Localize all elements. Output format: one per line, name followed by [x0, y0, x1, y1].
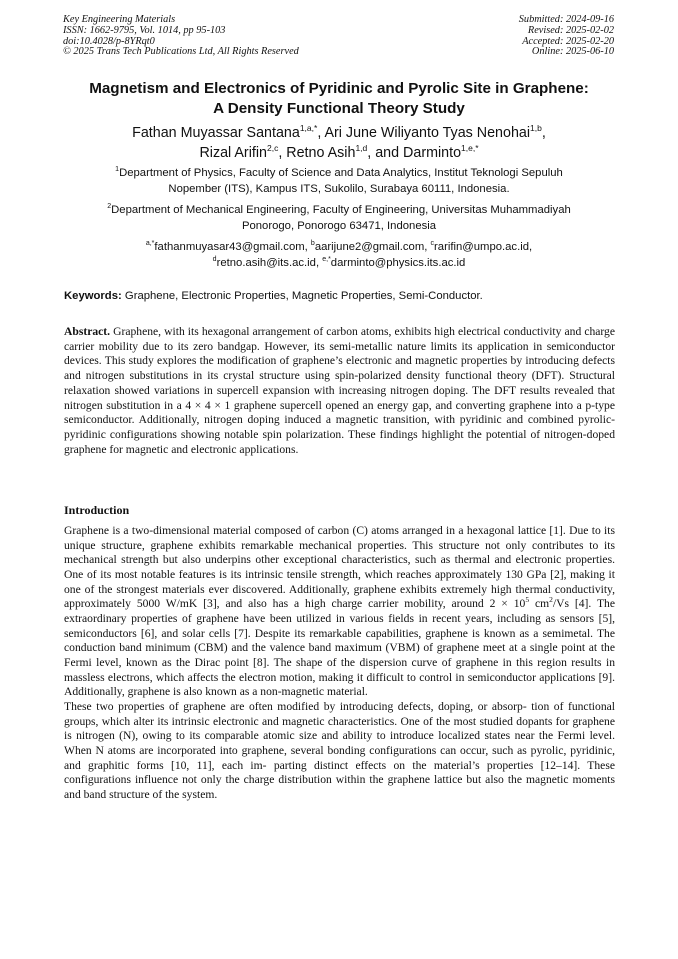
- author-list: [30, 124, 648, 163]
- affiliation-1: [40, 166, 638, 197]
- author-name: Ari June Wiliyanto Tyas Nenohai: [324, 125, 531, 141]
- online-date: Online: 2025-06-10: [531, 46, 614, 58]
- affiliation-number: 1: [115, 166, 120, 174]
- author-affiliation-mark: 2,c: [266, 142, 279, 153]
- keywords: [64, 289, 624, 304]
- issn-line: ISSN: 1662-9795, Vol. 1014, pp 95-103: [63, 24, 226, 36]
- keywords-text: Graphene, Electronic Properties, Magnetic Properties, Semi-Conductor.: [121, 290, 483, 302]
- author-line-1: [30, 124, 648, 144]
- keywords-label: Keywords:: [64, 290, 122, 302]
- accepted-date: Accepted: 2025-02-20: [522, 35, 614, 47]
- email-mark: e,*: [322, 255, 331, 263]
- author-separator: ,: [317, 125, 325, 141]
- author-name: Retno Asih: [286, 144, 356, 161]
- affiliation-text: Department of Physics, Faculty of Science and Data Analytics, Institut Teknologi Sepuluh: [119, 167, 563, 179]
- introduction-heading: Introduction: [64, 503, 130, 517]
- email-mark: c: [430, 240, 435, 248]
- author-name: Rizal Arifin: [199, 144, 267, 161]
- email-link[interactable]: aarijune2@gmail.com,: [314, 241, 431, 253]
- author-affiliation-mark: 1,e,*: [461, 142, 479, 153]
- affiliation-text: Department of Mechanical Engineering, Faculty of Engineering, Universitas Muhammadiyah: [111, 204, 571, 216]
- paper-title-line-2: A Density Functional Theory Study: [213, 100, 465, 117]
- introduction-body: [64, 524, 615, 802]
- author-name: Fathan Muyassar Santana: [132, 125, 300, 141]
- paper-title-line-1: Magnetism and Electronics of Pyridinic and Pyrolic Site in Graphene:: [89, 80, 589, 97]
- abstract: [64, 325, 615, 457]
- submitted-date: Submitted: 2024-09-16: [518, 14, 614, 25]
- author-name: Darminto: [403, 144, 462, 161]
- journal-name: Key Engineering Materials: [63, 14, 176, 25]
- journal-header-left: [63, 15, 299, 58]
- doi-link[interactable]: doi:10.4028/p-8YRqt0: [63, 35, 155, 47]
- email-link[interactable]: rarifin@umpo.ac.id,: [434, 241, 533, 253]
- author-separator: , and: [367, 144, 404, 161]
- affiliation-number: 2: [107, 203, 112, 211]
- email-mark: d: [212, 255, 217, 263]
- email-link[interactable]: fathanmuyasar43@gmail.com,: [154, 241, 311, 253]
- affiliation-text: Nopember (ITS), Kampus ITS, Sukolilo, Surabaya 60111, Indonesia.: [168, 182, 510, 195]
- revised-date: Revised: 2025-02-02: [527, 24, 614, 36]
- author-emails: [40, 240, 638, 271]
- paper-title: [40, 79, 638, 119]
- author-separator: ,: [278, 144, 287, 161]
- email-link[interactable]: darminto@physics.its.ac.id: [330, 256, 466, 269]
- affiliation-text: Ponorogo, Ponorogo 63471, Indonesia: [241, 219, 437, 232]
- copyright-line: © 2025 Trans Tech Publications Ltd, All Rights Reserved: [63, 46, 299, 58]
- paragraph: These two properties of graphene are often modified by introducing defects, doping, or absorp- tion of functional groups, which alter its intrinsic electronic and magnetic characteristics. One of the most studied dopants for graphene is nitrogen (N), owing to its comparable atomic size and ability to introduce localized states near the Fermi level. When N atoms are incorporated into graphene, several bonding configurations can occur, such as pyrolic, pyridinic, and graphitic forms [10, 11], each im- parting distinct effects on the material’s properties [12–14]. These configurations influence not only the charge distribution within the graphene lattice but also the magnetic moments and band structure of the system.: [64, 699, 615, 801]
- affiliation-2: [40, 203, 638, 234]
- abstract-text: Graphene, with its hexagonal arrangement of carbon atoms, exhibits high electrical conductivity and charge carrier mobility due to its zero bandgap. However, its semi-metallic nature limits its application in semiconductor devices. This study explores the modification of graphene’s electronic and magnetic properties by introducing defects and nitrogen substitutions in its crystal structure using spin-polarized density functional theory (DFT). Structural relaxation showed variations in supercell expansion with increasing nitrogen doping. The DFT results revealed that nitrogen substitution in a 4 × 4 × 1 graphene supercell opened an energy gap, and converting graphene into a p-type semiconductor. Additionally, nitrogen doping induced a magnetic transition, with pyridinic and combined pyrolic-pyridinic configurations showing notable spin polarization. These findings highlight the potential of nitrogen-doped graphene for magnetic and electronic applications.: [64, 325, 615, 456]
- author-affiliation-mark: 1,d: [355, 142, 368, 153]
- author-line-2: [30, 144, 648, 164]
- author-separator: ,: [541, 125, 546, 141]
- email-link[interactable]: retno.asih@its.ac.id,: [216, 256, 323, 269]
- paragraph: Graphene is a two-dimensional material composed of carbon (C) atoms arranged in a hexagonal lattice [1]. Due to its unique structure, graphene exhibits remarkable mechanical properties. This structure not only contributes to its mechanical strength but also underpins other exceptional characteristics, such as thermal and electronic properties. One of its most notable features is its intrinsic tensile strength, which reaches approximately 130 GPa [2], making it one of the strongest materials ever discovered. Additionally, graphene exhibits extremely high thermal conductivity, approximately 5000 W/mK [3], and also has a high charge carrier mobility, around $2 \times 10^5$ $cm^2/Vs$ [4]. The extraordinary properties of graphene have been utilized in various fields in recent years, including as sensors [5], semiconductors [6], and solar cells [7]. Despite its remarkable capabilities, graphene is known as a semimetal. The conduction band minimum (CBM) and the valence band maximum (VBM) of graphene meet at a single point at the Fermi level, known as the Dirac point [8]. The shape of the dispersion curve of graphene in this region results in massless electrons, which affects the electron motion, making it difficult to control in semiconductor applications [9]. Additionally, graphene is also known as a non-magnetic material.: [64, 524, 616, 699]
- journal-header-right: [519, 15, 614, 58]
- author-affiliation-mark: 1,a,*: [299, 123, 318, 134]
- abstract-label: Abstract.: [64, 325, 111, 338]
- author-affiliation-mark: 1,b: [530, 123, 542, 134]
- email-mark: a,*: [145, 240, 155, 248]
- email-mark: b: [310, 240, 315, 248]
